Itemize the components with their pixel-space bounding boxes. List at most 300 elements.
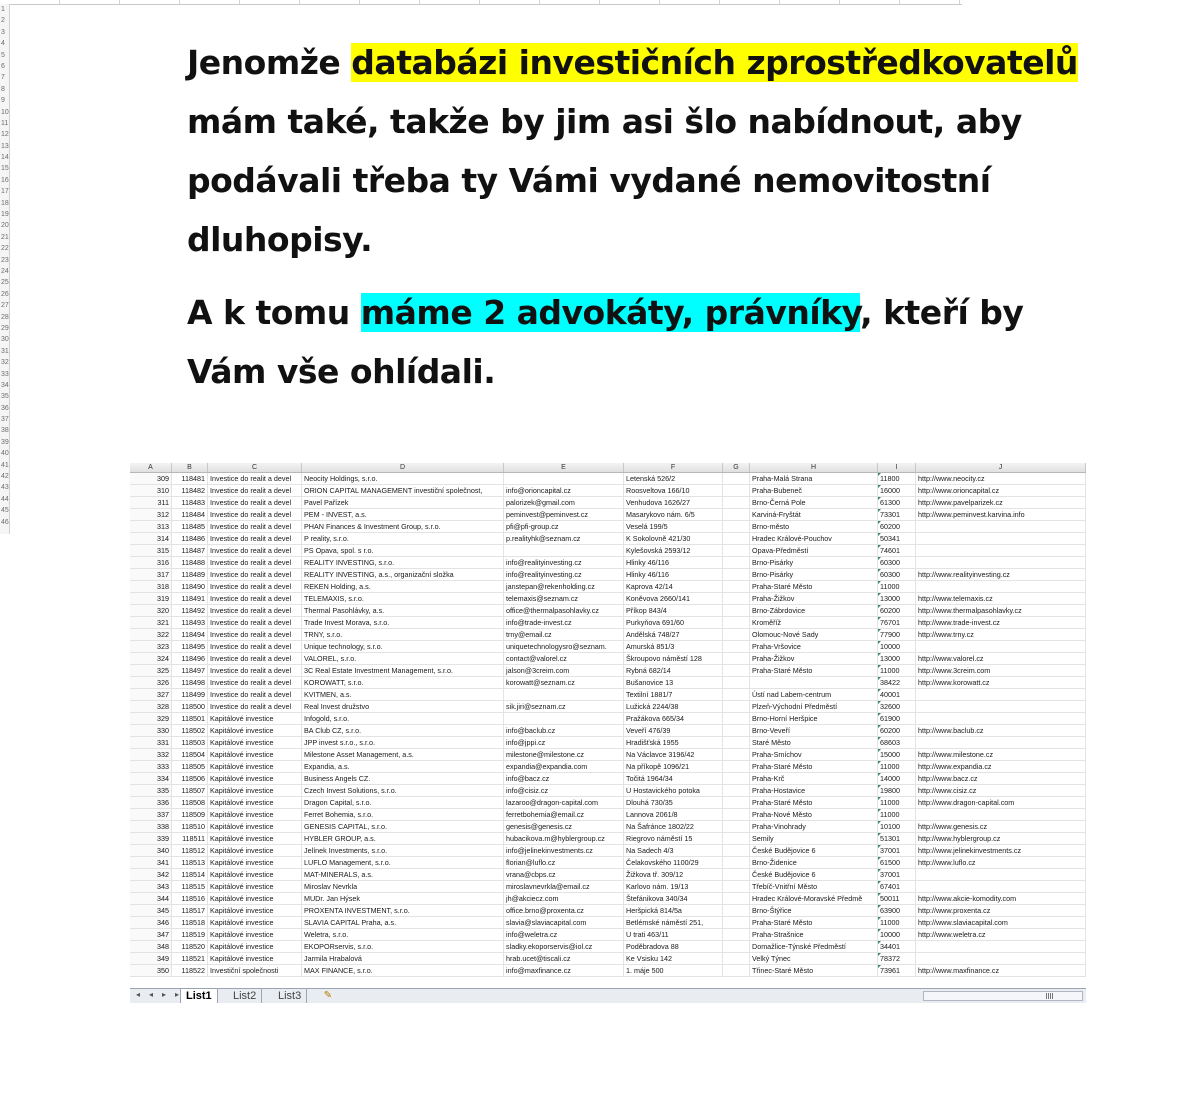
table-cell[interactable]: Praha-Bubeneč — [750, 485, 878, 496]
table-cell[interactable]: Jelínek Investments, s.r.o. — [302, 845, 504, 856]
table-cell[interactable]: 38422 — [878, 677, 916, 688]
table-cell[interactable]: Kapitálové investice — [208, 905, 302, 916]
table-cell[interactable]: http://www.bacz.cz — [916, 773, 1086, 784]
table-cell[interactable]: 37001 — [878, 845, 916, 856]
table-cell[interactable]: Praha-Nové Město — [750, 809, 878, 820]
table-cell[interactable]: REALITY INVESTING, a.s., organizační složka — [302, 569, 504, 580]
table-cell[interactable]: 118515 — [172, 881, 208, 892]
table-cell[interactable]: Trade Invest Morava, s.r.o. — [302, 617, 504, 628]
table-cell[interactable]: Kapitálové investice — [208, 737, 302, 748]
table-cell[interactable]: Na příkopě 1096/21 — [624, 761, 723, 772]
table-cell[interactable]: 11000 — [878, 665, 916, 676]
table-cell[interactable]: Kapitálové investice — [208, 821, 302, 832]
table-cell[interactable]: http://www.dragon-capital.com — [916, 797, 1086, 808]
table-cell[interactable]: milestone@milestone.cz — [504, 749, 624, 760]
table-cell[interactable]: Investice do realit a devel — [208, 485, 302, 496]
table-cell[interactable]: 60300 — [878, 569, 916, 580]
table-cell[interactable] — [916, 689, 1086, 700]
table-cell[interactable]: http://www.trade-invest.cz — [916, 617, 1086, 628]
table-cell[interactable]: Hradec Králové-Moravské Předmě — [750, 893, 878, 904]
table-cell[interactable]: VALOREL, s.r.o. — [302, 653, 504, 664]
table-cell[interactable]: P reality, s.r.o. — [302, 533, 504, 544]
table-cell[interactable]: Pražákova 665/34 — [624, 713, 723, 724]
table-cell[interactable] — [723, 917, 750, 928]
table-cell[interactable]: 118510 — [172, 821, 208, 832]
table-cell[interactable]: 118495 — [172, 641, 208, 652]
table-cell[interactable]: vrana@cbps.cz — [504, 869, 624, 880]
table-cell[interactable] — [916, 701, 1086, 712]
table-cell[interactable]: 118496 — [172, 653, 208, 664]
table-cell[interactable]: 34401 — [878, 941, 916, 952]
table-cell[interactable]: 118502 — [172, 725, 208, 736]
table-cell[interactable]: Praha-Staré Město — [750, 761, 878, 772]
table-cell[interactable] — [723, 485, 750, 496]
table-cell[interactable] — [723, 677, 750, 688]
table-cell[interactable]: 63900 — [878, 905, 916, 916]
table-cell[interactable] — [916, 521, 1086, 532]
table-cell[interactable]: U Hostavického potoka — [624, 785, 723, 796]
table-cell[interactable]: info@jppi.cz — [504, 737, 624, 748]
table-cell[interactable]: info@bacz.cz — [504, 773, 624, 784]
table-cell[interactable]: Ke Vsisku 142 — [624, 953, 723, 964]
table-cell[interactable] — [916, 641, 1086, 652]
table-cell[interactable]: http://www.korowatt.cz — [916, 677, 1086, 688]
table-cell[interactable]: 118506 — [172, 773, 208, 784]
table-cell[interactable]: 60200 — [878, 605, 916, 616]
table-cell[interactable]: Ferret Bohemia, s.r.o. — [302, 809, 504, 820]
table-cell[interactable]: 118522 — [172, 965, 208, 976]
table-cell[interactable] — [504, 689, 624, 700]
table-cell[interactable]: info@maxfinance.cz — [504, 965, 624, 976]
table-cell[interactable]: Kapitálové investice — [208, 869, 302, 880]
table-cell[interactable]: genesis@genesis.cz — [504, 821, 624, 832]
table-cell[interactable]: Domažlice-Týnské Předměstí — [750, 941, 878, 952]
table-cell[interactable]: SLAVIA CAPITAL Praha, a.s. — [302, 917, 504, 928]
table-cell[interactable] — [723, 809, 750, 820]
table-cell[interactable]: 32600 — [878, 701, 916, 712]
table-cell[interactable]: http://www.akcie-komodity.com — [916, 893, 1086, 904]
table-cell[interactable] — [723, 569, 750, 580]
table-cell[interactable]: Bušanovice 13 — [624, 677, 723, 688]
table-cell[interactable]: 16000 — [878, 485, 916, 496]
table-cell[interactable] — [916, 809, 1086, 820]
table-cell[interactable]: 60300 — [878, 557, 916, 568]
table-cell[interactable]: 3C Real Estate Investment Management, s.r.o. — [302, 665, 504, 676]
table-cell[interactable]: Kroměříž — [750, 617, 878, 628]
table-cell[interactable]: Purkyňova 691/60 — [624, 617, 723, 628]
table-cell[interactable]: Investice do realit a devel — [208, 581, 302, 592]
table-cell[interactable] — [723, 533, 750, 544]
table-cell[interactable]: 118508 — [172, 797, 208, 808]
column-header-a[interactable]: A — [130, 463, 172, 472]
table-cell[interactable] — [723, 557, 750, 568]
table-cell[interactable]: 118500 — [172, 701, 208, 712]
table-cell[interactable]: 118511 — [172, 833, 208, 844]
table-cell[interactable]: U trati 463/11 — [624, 929, 723, 940]
last-sheet-icon[interactable]: ▸ — [174, 990, 179, 999]
table-cell[interactable]: BA Club CZ, s.r.o. — [302, 725, 504, 736]
table-cell[interactable]: Karviná-Fryštát — [750, 509, 878, 520]
table-cell[interactable]: 76701 — [878, 617, 916, 628]
table-cell[interactable] — [916, 545, 1086, 556]
table-cell[interactable]: http://www.3creim.com — [916, 665, 1086, 676]
table-cell[interactable] — [723, 833, 750, 844]
table-cell[interactable]: Brno-Pisárky — [750, 557, 878, 568]
table-cell[interactable] — [916, 953, 1086, 964]
table-cell[interactable] — [723, 641, 750, 652]
table-cell[interactable]: jalson@3creim.com — [504, 665, 624, 676]
tab-list1[interactable]: List1 — [180, 989, 218, 1003]
table-cell[interactable] — [504, 473, 624, 484]
table-cell[interactable]: MAX FINANCE, s.r.o. — [302, 965, 504, 976]
table-cell[interactable]: Investice do realit a devel — [208, 533, 302, 544]
horizontal-scrollbar[interactable] — [923, 991, 1083, 1001]
table-cell[interactable]: Dlouhá 730/35 — [624, 797, 723, 808]
table-cell[interactable]: Semily — [750, 833, 878, 844]
table-cell[interactable]: 118491 — [172, 593, 208, 604]
table-cell[interactable]: ferretbohemia@email.cz — [504, 809, 624, 820]
table-cell[interactable]: Kapitálové investice — [208, 749, 302, 760]
table-cell[interactable]: Třebíč-Vnitřní Město — [750, 881, 878, 892]
scrollbar-grip-icon[interactable] — [1046, 993, 1054, 999]
table-cell[interactable]: Investice do realit a devel — [208, 641, 302, 652]
table-cell[interactable]: Praha-Malá Strana — [750, 473, 878, 484]
table-cell[interactable]: info@realityinvesting.cz — [504, 557, 624, 568]
table-cell[interactable]: Kapitálové investice — [208, 929, 302, 940]
table-cell[interactable]: Praha-Vinohrady — [750, 821, 878, 832]
table-cell[interactable]: Hlinky 46/116 — [624, 557, 723, 568]
table-cell[interactable]: 11000 — [878, 917, 916, 928]
column-header-j[interactable]: J — [916, 463, 1086, 472]
table-cell[interactable]: Investice do realit a devel — [208, 569, 302, 580]
table-cell[interactable]: Praha-Smíchov — [750, 749, 878, 760]
column-header-d[interactable]: D — [302, 463, 504, 472]
tab-list3[interactable]: List3 — [273, 989, 307, 1003]
table-cell[interactable]: Kapitálové investice — [208, 773, 302, 784]
table-cell[interactable]: HYBLER GROUP, a.s. — [302, 833, 504, 844]
table-cell[interactable] — [723, 845, 750, 856]
table-cell[interactable]: office.brno@proxenta.cz — [504, 905, 624, 916]
table-cell[interactable]: 118512 — [172, 845, 208, 856]
table-cell[interactable]: Praha-Žižkov — [750, 653, 878, 664]
table-cell[interactable]: korowatt@seznam.cz — [504, 677, 624, 688]
table-cell[interactable]: Praha-Strašnice — [750, 929, 878, 940]
table-cell[interactable]: Dragon Capital, s.r.o. — [302, 797, 504, 808]
table-cell[interactable]: Karlovo nám. 19/13 — [624, 881, 723, 892]
table-cell[interactable]: Kapitálové investice — [208, 893, 302, 904]
table-cell[interactable]: hubacikova.m@hyblergroup.cz — [504, 833, 624, 844]
table-cell[interactable]: Masarykovo nám. 6/5 — [624, 509, 723, 520]
table-cell[interactable]: 77900 — [878, 629, 916, 640]
table-cell[interactable]: PS Opava, spol. s r.o. — [302, 545, 504, 556]
table-cell[interactable]: Žižkova tř. 309/12 — [624, 869, 723, 880]
table-cell[interactable]: Brno-Židenice — [750, 857, 878, 868]
table-cell[interactable]: http://www.slaviacapital.com — [916, 917, 1086, 928]
table-cell[interactable]: Letenská 526/2 — [624, 473, 723, 484]
table-cell[interactable] — [723, 953, 750, 964]
table-cell[interactable] — [723, 713, 750, 724]
table-cell[interactable]: 73301 — [878, 509, 916, 520]
table-cell[interactable]: 60200 — [878, 521, 916, 532]
table-cell[interactable]: PHAN Finances & Investment Group, s.r.o. — [302, 521, 504, 532]
table-cell[interactable]: http://www.expandia.cz — [916, 761, 1086, 772]
table-cell[interactable]: Milestone Asset Management, a.s. — [302, 749, 504, 760]
table-cell[interactable]: Opava-Předměstí — [750, 545, 878, 556]
table-cell[interactable]: Investiční společnosti — [208, 965, 302, 976]
table-cell[interactable]: JPP invest s.r.o., s.r.o. — [302, 737, 504, 748]
table-cell[interactable] — [723, 893, 750, 904]
table-cell[interactable]: info@baclub.cz — [504, 725, 624, 736]
table-cell[interactable] — [916, 581, 1086, 592]
table-cell[interactable]: 118482 — [172, 485, 208, 496]
table-cell[interactable] — [750, 677, 878, 688]
first-sheet-icon[interactable]: ◂ — [135, 990, 140, 999]
table-cell[interactable]: uniquetechnologysro@seznam. — [504, 641, 624, 652]
table-cell[interactable]: Brno-Zábrdovice — [750, 605, 878, 616]
table-cell[interactable]: Kapitálové investice — [208, 953, 302, 964]
table-cell[interactable]: Investice do realit a devel — [208, 557, 302, 568]
table-cell[interactable] — [723, 857, 750, 868]
table-cell[interactable]: 10100 — [878, 821, 916, 832]
table-cell[interactable] — [916, 533, 1086, 544]
table-cell[interactable] — [916, 737, 1086, 748]
table-cell[interactable] — [723, 965, 750, 976]
table-cell[interactable]: 15000 — [878, 749, 916, 760]
table-cell[interactable]: 40001 — [878, 689, 916, 700]
table-cell[interactable]: Amurská 851/3 — [624, 641, 723, 652]
table-cell[interactable]: Praha-Staré Město — [750, 797, 878, 808]
table-cell[interactable]: Veselá 199/5 — [624, 521, 723, 532]
table-cell[interactable]: http://www.baclub.cz — [916, 725, 1086, 736]
table-cell[interactable]: 11800 — [878, 473, 916, 484]
table-cell[interactable]: Roosveltova 166/10 — [624, 485, 723, 496]
table-cell[interactable]: 118493 — [172, 617, 208, 628]
table-cell[interactable]: Příkop 843/4 — [624, 605, 723, 616]
table-cell[interactable]: Na Sadech 4/3 — [624, 845, 723, 856]
table-cell[interactable]: MUDr. Jan Hýsek — [302, 893, 504, 904]
table-cell[interactable]: Na Václavce 3196/42 — [624, 749, 723, 760]
table-cell[interactable]: Pavel Pařízek — [302, 497, 504, 508]
table-cell[interactable]: Škroupovo náměstí 128 — [624, 653, 723, 664]
table-cell[interactable]: 51301 — [878, 833, 916, 844]
table-cell[interactable]: 78372 — [878, 953, 916, 964]
table-cell[interactable]: 118513 — [172, 857, 208, 868]
table-cell[interactable]: České Budějovice 6 — [750, 845, 878, 856]
table-cell[interactable]: info@trade-invest.cz — [504, 617, 624, 628]
table-cell[interactable]: TRNY, s.r.o. — [302, 629, 504, 640]
table-cell[interactable] — [723, 773, 750, 784]
table-cell[interactable]: 19800 — [878, 785, 916, 796]
table-cell[interactable] — [723, 629, 750, 640]
table-cell[interactable] — [723, 473, 750, 484]
table-cell[interactable]: Praha-Krč — [750, 773, 878, 784]
table-cell[interactable]: Business Angels CZ. — [302, 773, 504, 784]
table-cell[interactable]: Real Invest družstvo — [302, 701, 504, 712]
table-cell[interactable] — [723, 821, 750, 832]
table-cell[interactable]: Investice do realit a devel — [208, 593, 302, 604]
table-cell[interactable] — [723, 689, 750, 700]
table-cell[interactable] — [504, 713, 624, 724]
table-cell[interactable]: Olomouc-Nové Sady — [750, 629, 878, 640]
table-cell[interactable]: telemaxis@seznam.cz — [504, 593, 624, 604]
table-cell[interactable]: 118501 — [172, 713, 208, 724]
table-cell[interactable]: Investice do realit a devel — [208, 509, 302, 520]
table-cell[interactable]: 118519 — [172, 929, 208, 940]
column-header-f[interactable]: F — [624, 463, 723, 472]
table-cell[interactable] — [723, 749, 750, 760]
table-cell[interactable]: sik.jiri@seznam.cz — [504, 701, 624, 712]
table-cell[interactable]: Thermal Pasohlávky, a.s. — [302, 605, 504, 616]
table-cell[interactable]: Kapitálové investice — [208, 857, 302, 868]
table-cell[interactable]: trny@email.cz — [504, 629, 624, 640]
table-cell[interactable]: Praha-Hostavice — [750, 785, 878, 796]
table-cell[interactable]: 118498 — [172, 677, 208, 688]
table-cell[interactable]: Neocity Holdings, s.r.o. — [302, 473, 504, 484]
table-cell[interactable]: Rybná 682/14 — [624, 665, 723, 676]
table-cell[interactable]: Expandia, a.s. — [302, 761, 504, 772]
table-cell[interactable] — [723, 581, 750, 592]
table-cell[interactable]: Lannova 2061/8 — [624, 809, 723, 820]
table-cell[interactable]: 60200 — [878, 725, 916, 736]
table-cell[interactable]: Riegrovo náměstí 15 — [624, 833, 723, 844]
table-cell[interactable]: K Sokolovně 421/30 — [624, 533, 723, 544]
table-cell[interactable]: 61300 — [878, 497, 916, 508]
table-cell[interactable]: http://www.weletra.cz — [916, 929, 1086, 940]
table-cell[interactable]: http://www.realityinvesting.cz — [916, 569, 1086, 580]
table-cell[interactable]: info@weletra.cz — [504, 929, 624, 940]
table-cell[interactable]: info@cisiz.cz — [504, 785, 624, 796]
table-cell[interactable]: LUFLO Management, s.r.o. — [302, 857, 504, 868]
table-cell[interactable]: 118489 — [172, 569, 208, 580]
table-cell[interactable]: 13000 — [878, 653, 916, 664]
table-cell[interactable]: Investice do realit a devel — [208, 473, 302, 484]
table-cell[interactable]: http://www.luflo.cz — [916, 857, 1086, 868]
table-cell[interactable]: 37001 — [878, 869, 916, 880]
table-cell[interactable]: 118490 — [172, 581, 208, 592]
table-cell[interactable]: Jarmila Hrabalová — [302, 953, 504, 964]
table-cell[interactable]: Brno-Štýřice — [750, 905, 878, 916]
table-cell[interactable]: Brno-Horní Heršpice — [750, 713, 878, 724]
column-header-i[interactable]: I — [878, 463, 916, 472]
table-cell[interactable]: Investice do realit a devel — [208, 629, 302, 640]
table-cell[interactable]: p.realityhk@seznam.cz — [504, 533, 624, 544]
table-cell[interactable]: Betlémské náměstí 251, — [624, 917, 723, 928]
table-cell[interactable]: http://www.cisiz.cz — [916, 785, 1086, 796]
table-cell[interactable] — [723, 725, 750, 736]
table-cell[interactable] — [723, 761, 750, 772]
table-cell[interactable] — [723, 881, 750, 892]
table-cell[interactable]: Plzeň-Východní Předměstí — [750, 701, 878, 712]
table-cell[interactable]: 118509 — [172, 809, 208, 820]
table-cell[interactable]: 50011 — [878, 893, 916, 904]
table-cell[interactable]: info@realityinvesting.cz — [504, 569, 624, 580]
table-cell[interactable]: Štefánikova 340/34 — [624, 893, 723, 904]
table-cell[interactable] — [723, 785, 750, 796]
table-cell[interactable]: ORION CAPITAL MANAGEMENT investiční společnost, — [302, 485, 504, 496]
table-cell[interactable]: http://www.genesis.cz — [916, 821, 1086, 832]
table-cell[interactable]: Investice do realit a devel — [208, 605, 302, 616]
table-cell[interactable]: http://www.proxenta.cz — [916, 905, 1086, 916]
table-cell[interactable] — [723, 701, 750, 712]
table-cell[interactable]: KVITMEN, a.s. — [302, 689, 504, 700]
table-cell[interactable]: 11000 — [878, 809, 916, 820]
table-cell[interactable]: 11000 — [878, 761, 916, 772]
table-cell[interactable] — [723, 941, 750, 952]
table-cell[interactable]: MAT-MINERALS, a.s. — [302, 869, 504, 880]
column-header-g[interactable]: G — [723, 463, 750, 472]
table-cell[interactable] — [723, 497, 750, 508]
table-cell[interactable]: 74601 — [878, 545, 916, 556]
column-header-b[interactable]: B — [172, 463, 208, 472]
table-cell[interactable] — [916, 881, 1086, 892]
table-cell[interactable]: 118499 — [172, 689, 208, 700]
table-cell[interactable]: http://www.valorel.cz — [916, 653, 1086, 664]
table-cell[interactable]: Czech Invest Solutions, s.r.o. — [302, 785, 504, 796]
table-cell[interactable]: Investice do realit a devel — [208, 653, 302, 664]
table-cell[interactable]: Brno-město — [750, 521, 878, 532]
table-cell[interactable]: Staré Město — [750, 737, 878, 748]
table-cell[interactable] — [723, 797, 750, 808]
table-cell[interactable]: 118494 — [172, 629, 208, 640]
table-cell[interactable]: Praha-Staré Město — [750, 665, 878, 676]
table-cell[interactable]: http://www.hyblergroup.cz — [916, 833, 1086, 844]
table-cell[interactable]: lazaroo@dragon-capital.com — [504, 797, 624, 808]
table-cell[interactable]: Hradec Králové-Pouchov — [750, 533, 878, 544]
table-cell[interactable]: pfi@pfi-group.cz — [504, 521, 624, 532]
table-cell[interactable]: 13000 — [878, 593, 916, 604]
table-cell[interactable]: http://www.pavelparizek.cz — [916, 497, 1086, 508]
table-cell[interactable]: KOROWATT, s.r.o. — [302, 677, 504, 688]
table-cell[interactable]: Ústí nad Labem-centrum — [750, 689, 878, 700]
table-cell[interactable]: http://www.jelinekinvestments.cz — [916, 845, 1086, 856]
table-cell[interactable]: info@orioncapital.cz — [504, 485, 624, 496]
table-cell[interactable]: 10000 — [878, 929, 916, 940]
table-cell[interactable]: Hlinky 46/116 — [624, 569, 723, 580]
table-cell[interactable]: 118492 — [172, 605, 208, 616]
table-cell[interactable]: office@thermalpasohlavky.cz — [504, 605, 624, 616]
table-cell[interactable]: Venhudova 1626/27 — [624, 497, 723, 508]
table-cell[interactable]: Investice do realit a devel — [208, 521, 302, 532]
table-cell[interactable]: Investice do realit a devel — [208, 689, 302, 700]
table-cell[interactable]: Veveří 476/39 — [624, 725, 723, 736]
table-cell[interactable]: sladky.ekoporservis@iol.cz — [504, 941, 624, 952]
table-cell[interactable]: 118486 — [172, 533, 208, 544]
table-cell[interactable]: Čelakovského 1100/29 — [624, 857, 723, 868]
table-cell[interactable]: 11000 — [878, 581, 916, 592]
tab-list2[interactable]: List2 — [228, 989, 262, 1003]
column-header-h[interactable]: H — [750, 463, 878, 472]
table-cell[interactable]: 118514 — [172, 869, 208, 880]
table-cell[interactable]: Brno-Veveří — [750, 725, 878, 736]
table-cell[interactable]: 118481 — [172, 473, 208, 484]
table-cell[interactable]: Kapitálové investice — [208, 785, 302, 796]
column-header-e[interactable]: E — [504, 463, 624, 472]
table-cell[interactable]: palorizek@gmail.com — [504, 497, 624, 508]
table-cell[interactable]: REKEN Holding, a.s. — [302, 581, 504, 592]
table-cell[interactable]: Miroslav Nevrkla — [302, 881, 504, 892]
table-cell[interactable]: Kapitálové investice — [208, 833, 302, 844]
table-cell[interactable]: http://www.maxfinance.cz — [916, 965, 1086, 976]
table-cell[interactable]: 118521 — [172, 953, 208, 964]
table-cell[interactable] — [916, 557, 1086, 568]
table-cell[interactable]: http://www.milestone.cz — [916, 749, 1086, 760]
table-cell[interactable]: http://www.orioncapital.cz — [916, 485, 1086, 496]
table-cell[interactable] — [916, 713, 1086, 724]
table-cell[interactable]: Koněvova 2660/141 — [624, 593, 723, 604]
table-cell[interactable]: GENESIS CAPITAL, s.r.o. — [302, 821, 504, 832]
table-cell[interactable]: Andělská 748/27 — [624, 629, 723, 640]
table-cell[interactable]: contact@valorel.cz — [504, 653, 624, 664]
